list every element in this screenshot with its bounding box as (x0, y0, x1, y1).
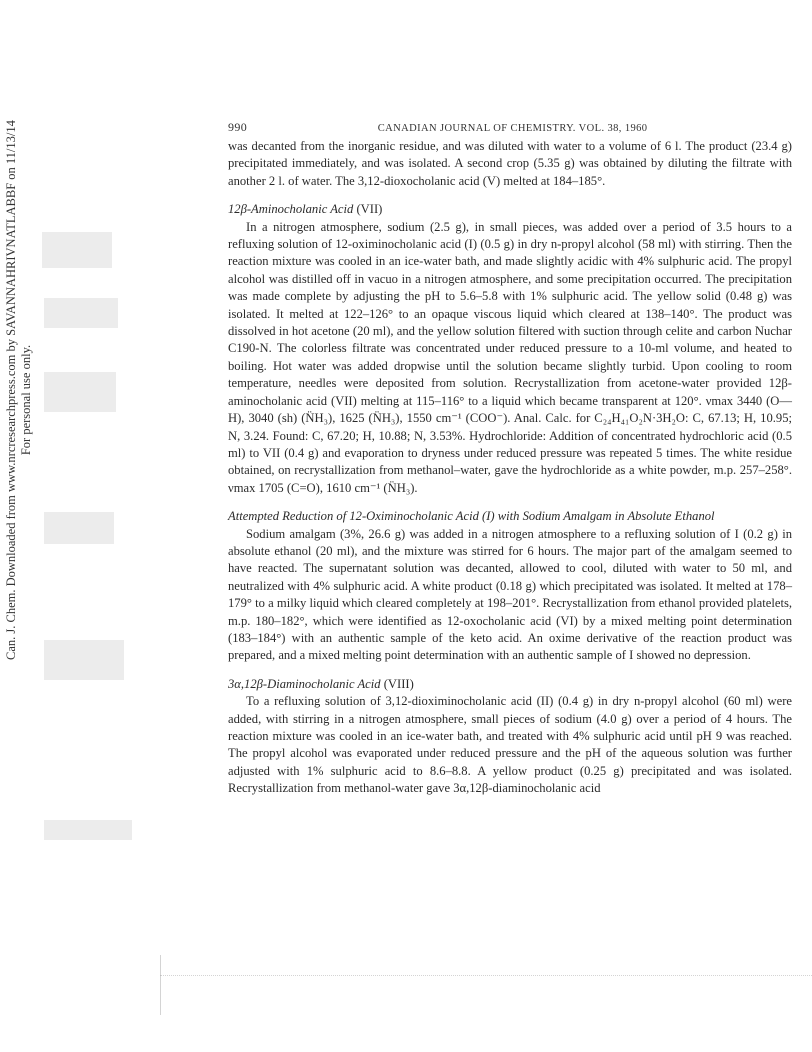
running-head (228, 120, 792, 138)
scan-noise-block (44, 298, 118, 328)
scan-noise-block (44, 640, 124, 680)
paragraph: To a refluxing solution of 3,12-dioximinocholanic acid (II) (0.4 g) in dry n-propyl alcohol (60 ml) were added, with stirring in a nitrogen atmosphere, small pieces of sodium (4.0 g) over a period of 4 hours. The reaction mixture was cooled in an ice-water bath, and treated with 4% sulphuric acid until pH 9 was reached. The propyl alcohol was evaporated under reduced pressure and the pH of the aqueous solution was further adjusted with 1% sulphuric acid to 8.6–8.8. A yellow product (0.25 g) precipitated and was isolated. Recrystallization from methanol-water gave 3α,12β-diaminocholanic acid (228, 694, 792, 796)
section-compound-label: (VII) (353, 202, 383, 217)
section-heading-diaminocholanic (228, 676, 792, 693)
scan-edge-artifact (160, 955, 161, 1015)
section-compound-label: (VIII) (380, 676, 414, 691)
section-title: 3α,12β-Diaminocholanic Acid (228, 676, 381, 691)
scan-noise-block (44, 372, 116, 412)
download-notice-sidebar (4, 120, 40, 660)
paragraph: In a nitrogen atmosphere, sodium (2.5 g), in small pieces, was added over a period of 3.5 hours to a refluxing solution of 12-oximinocholanic acid (I) (0.5 g) in dry n-propyl alcohol (58 ml) with stirring. Then the reaction mixture was cooled in an ice-water bath, and made slightly acidic with 4% sulphuric acid. The propyl alcohol was distilled off in vacuo in a nitrogen atmosphere, and some precipitation occurred. The precipitation was made complete by adjusting the pH to 5.6–5.8 with 1% sulphuric acid. The yellow solid (0.48 g) was isolated. It melted at 122–126° to an opaque viscous liquid which cleared at 138–140°. The product was dissolved in hot acetone (20 ml), and the yellow solution filtered with suction through celite and carbon Nuchar C190-N. The colorless filtrate was concentrated under reduced pressure to a 10-ml volume, and heated to boiling. Hot water was added dropwise until the solution became slightly turbid. Upon cooling to room temperature, needles were deposited from solution. Recrystallization from acetone-water provided 12β-aminocholanic acid (VII) melting at 115–116° to a liquid which became transparent at 120°. νmax 3440 (O—H), 3040 (sh) (N̈H₃), 1625 (N̈H₃), 1550 cm⁻¹ (COO⁻). Anal. Calc. for C₂₄H₄₁O₂N·3H₂O: C, 67.13; H, 10.95; N, 3.24. Found: C, 67.20; H, 10.88; N, 3.53%. Hydrochloride: Addition of concentrated hydrochloric acid (0.5 ml) to VII (0.4 g) and evaporation to dryness under reduced pressure was repeated 5 times. The white residue obtained, on recrystallization from methanol–water, gave the hydrochloride as a white powder, m.p. 257–258°. νmax 1705 (C=O), 1610 cm⁻¹ (N̈H₃). (228, 219, 792, 495)
section-title: Attempted Reduction of 12-Oximinocholanic Acid (I) with Sodium Amalgam in Absolute Ethanol (228, 509, 715, 524)
section-title: 12β-Aminocholanic Acid (228, 202, 354, 217)
download-notice-line-1: Can. J. Chem. Downloaded from www.nrcresearchpress.com by SAVANNAHRIVNATLABBF on 11/13/14 (4, 120, 18, 660)
scan-noise-block (42, 232, 112, 268)
download-notice-line-2: For personal use only. (19, 344, 33, 456)
paragraph-continued: was decanted from the inorganic residue, and was diluted with water to a volume of 6 l. The product (23.4 g) precipitated immediately, and was isolated. A second crop (5.35 g) was obtained by diluting the filtrate with another 2 l. of water. The 3,12-dioxocholanic acid (V) melted at 184–185°. (228, 139, 792, 188)
scan-edge-artifact (160, 975, 812, 986)
scan-noise-block (44, 820, 132, 840)
journal-title: CANADIAN JOURNAL OF CHEMISTRY. VOL. 38, 1960 (377, 123, 648, 134)
section-heading-attempted-reduction (228, 508, 792, 525)
download-notice-text (4, 120, 34, 660)
paragraph: Sodium amalgam (3%, 26.6 g) was added in a nitrogen atmosphere to a refluxing solution of I (0.2 g) in absolute ethanol (20 ml), and the mixture was stirred for 6 hours. The major part of the amalgam seemed to have reacted. The supernatant solution was decanted, allowed to cool, diluted with water to 50 ml, and neutralized with 4% sulphuric acid. A white product (0.18 g) which precipitated was isolated. It melted at 178–179° to a milky liquid which cleared completely at 198–201°. Recrystallization from ethanol provided platelets, m.p. 180–182°, which were identified as 12-oxocholanic acid (VI) by a mixed melting point determination (183–184°) with an authentic sample of the keto acid. An oxime derivative of the reaction product was prepared, and a mixed melting point determination with an authentic sample of I showed no depression. (228, 526, 792, 663)
journal-page (228, 120, 792, 798)
section-heading-aminocholanic (228, 201, 792, 218)
page-number: 990 (228, 120, 248, 134)
scan-noise-block (44, 512, 114, 544)
